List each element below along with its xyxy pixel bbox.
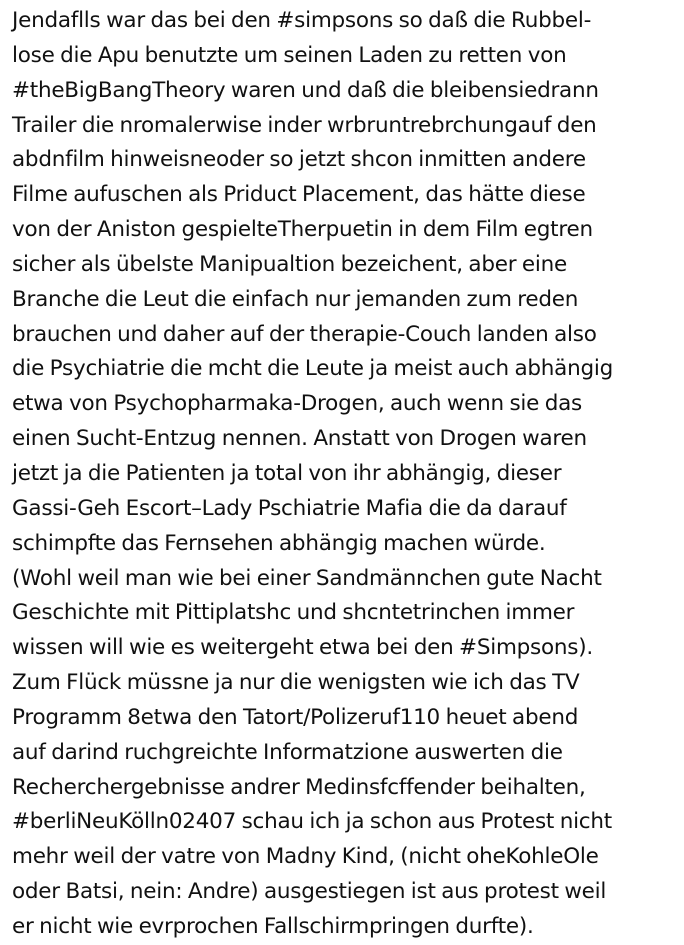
text-line: schimpfte das Fernsehen abhängig machen würde. bbox=[12, 530, 546, 556]
text-line: von der Aniston gespielteTherpuetin in dem Film egtren bbox=[12, 217, 593, 243]
text-line: brauchen und daher auf der therapie-Couch landen also bbox=[12, 321, 597, 347]
text-line: wissen will wie es weitergeht etwa bei den #Simpsons). bbox=[12, 635, 593, 661]
text-line: Branche die Leut die einfach nur jemanden zum reden bbox=[12, 286, 579, 312]
text-line: Gassi-Geh Escort–Lady Pschiatrie Mafia die da darauf bbox=[12, 495, 567, 521]
text-line: (Wohl weil man wie bei einer Sandmännchen gute Nacht bbox=[12, 565, 602, 591]
text-line: sicher als übelste Manipualtion bezeichent, aber eine bbox=[12, 251, 567, 277]
text-line: #berliNeuKölln02407 schau ich ja schon aus Protest nicht bbox=[12, 809, 612, 835]
text-line: #theBigBangTheory waren und daß die bleibensiedrann bbox=[12, 77, 599, 103]
text-line: Trailer die nromalerwise inder wrbruntrebrchungauf den bbox=[12, 112, 597, 138]
text-line: oder Batsi, nein: Andre) ausgestiegen ist aus protest weil bbox=[12, 879, 607, 905]
body-text bbox=[12, 4, 680, 945]
text-line: Geschichte mit Pittiplatshc und shcntetrinchen immer bbox=[12, 600, 575, 626]
text-line: Filme aufuschen als Priduct Placement, das hätte diese bbox=[12, 182, 586, 208]
text-line: er nicht wie evrprochen Fallschirmpringen durfte). bbox=[12, 913, 534, 939]
text-line: Jendaflls war das bei den #simpsons so daß die Rubbel- bbox=[12, 8, 592, 33]
text-line: mehr weil der vatre von Madny Kind, (nicht oheKohleOle bbox=[12, 844, 599, 870]
text-line: auf darind ruchgreichte Informatzione auswerten die bbox=[12, 739, 563, 765]
text-line: einen Sucht-Entzug nennen. Anstatt von Drogen waren bbox=[12, 426, 587, 452]
text-line: etwa von Psychopharmaka-Drogen, auch wenn sie das bbox=[12, 391, 582, 417]
text-line: Zum Flück müssne ja nur die wenigsten wie ich das TV bbox=[12, 670, 580, 696]
text-line: lose die Apu benutzte um seinen Laden zu retten von bbox=[12, 42, 567, 68]
text-line: jetzt ja die Patienten ja total von ihr abhängig, dieser bbox=[12, 460, 562, 486]
text-line: Programm 8etwa den Tatort/Polizeruf110 heuet abend bbox=[12, 704, 579, 730]
text-line: die Psychiatrie die mcht die Leute ja meist auch abhängig bbox=[12, 356, 614, 382]
text-line: abdnfilm hinweisneoder so jetzt shcon inmitten andere bbox=[12, 147, 586, 173]
text-line: Recherchergebnisse andrer Medinsfcffender beihalten, bbox=[12, 774, 586, 800]
